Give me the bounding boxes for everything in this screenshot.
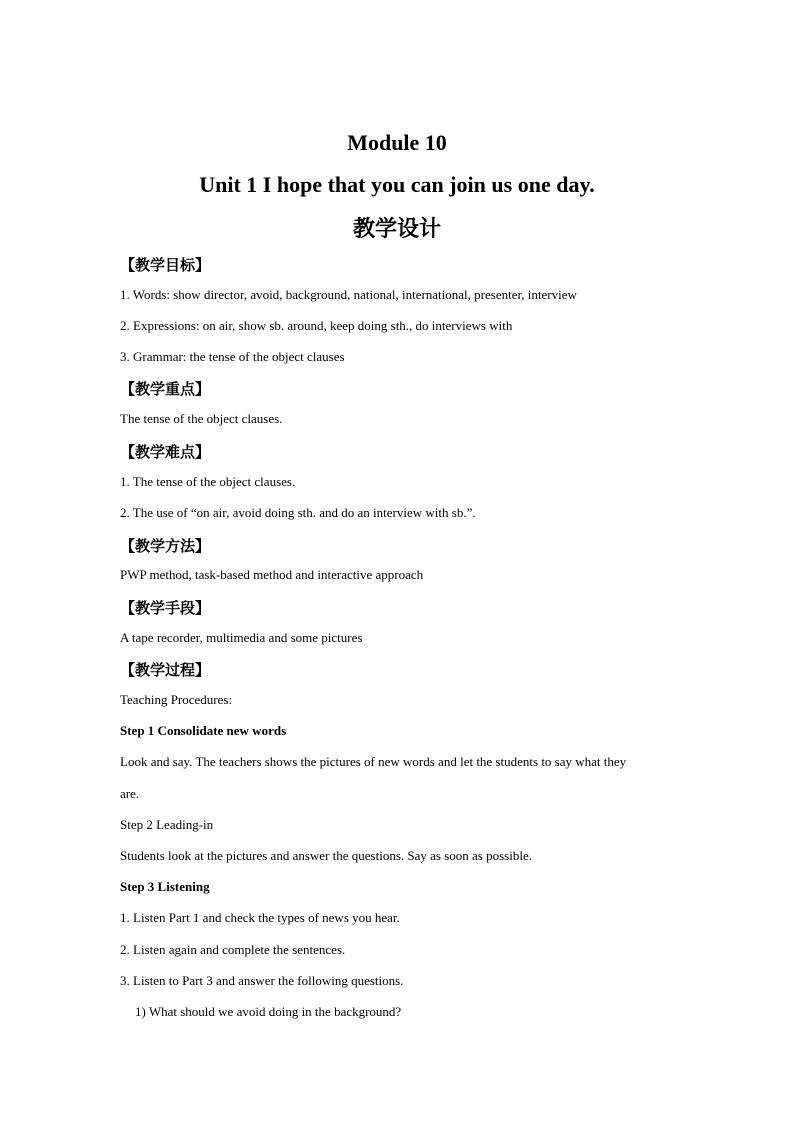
process-heading: 【教学过程】	[120, 661, 211, 679]
step2-title: Step 2 Leading-in	[120, 817, 214, 832]
aids-text: A tape recorder, multimedia and some pictures	[120, 630, 363, 645]
step3-title: Step 3 Listening	[120, 879, 210, 894]
methods-heading: 【教学方法】	[120, 537, 211, 555]
key-points-text: The tense of the object clauses.	[120, 411, 283, 426]
step3-item: 2. Listen again and complete the sentences.	[120, 942, 346, 957]
objectives-heading: 【教学目标】	[120, 256, 211, 274]
step3-sub-question: 1) What should we avoid doing in the background?	[135, 1004, 402, 1019]
aids-heading: 【教学手段】	[120, 599, 211, 617]
objective-item: 3. Grammar: the tense of the object clauses	[120, 349, 345, 364]
difficulty-item: 1. The tense of the object clauses.	[120, 474, 296, 489]
step1-text: Look and say. The teachers shows the pictures of new words and let the students to say what they	[120, 754, 627, 769]
step1-title: Step 1 Consolidate new words	[120, 723, 287, 738]
difficulty-item: 2. The use of “on air, avoid doing sth. and do an interview with sb.”.	[120, 505, 476, 520]
objective-item: 1. Words: show director, avoid, background, national, international, presenter, interview	[120, 287, 577, 302]
step3-item: 1. Listen Part 1 and check the types of news you hear.	[120, 910, 400, 925]
key-points-heading: 【教学重点】	[120, 380, 211, 398]
objective-item: 2. Expressions: on air, show sb. around, keep doing sth., do interviews with	[120, 318, 513, 333]
unit-title: Unit 1 I hope that you can join us one day.	[199, 172, 595, 197]
step2-text: Students look at the pictures and answer the questions. Say as soon as possible.	[120, 848, 532, 863]
step3-item: 3. Listen to Part 3 and answer the following questions.	[120, 973, 404, 988]
methods-text: PWP method, task-based method and interactive approach	[120, 567, 424, 582]
design-title: 教学设计	[352, 216, 441, 241]
module-title: Module 10	[347, 130, 447, 155]
difficulties-heading: 【教学难点】	[120, 443, 211, 461]
process-intro: Teaching Procedures:	[120, 692, 233, 707]
step1-text-continued: are.	[120, 786, 140, 801]
